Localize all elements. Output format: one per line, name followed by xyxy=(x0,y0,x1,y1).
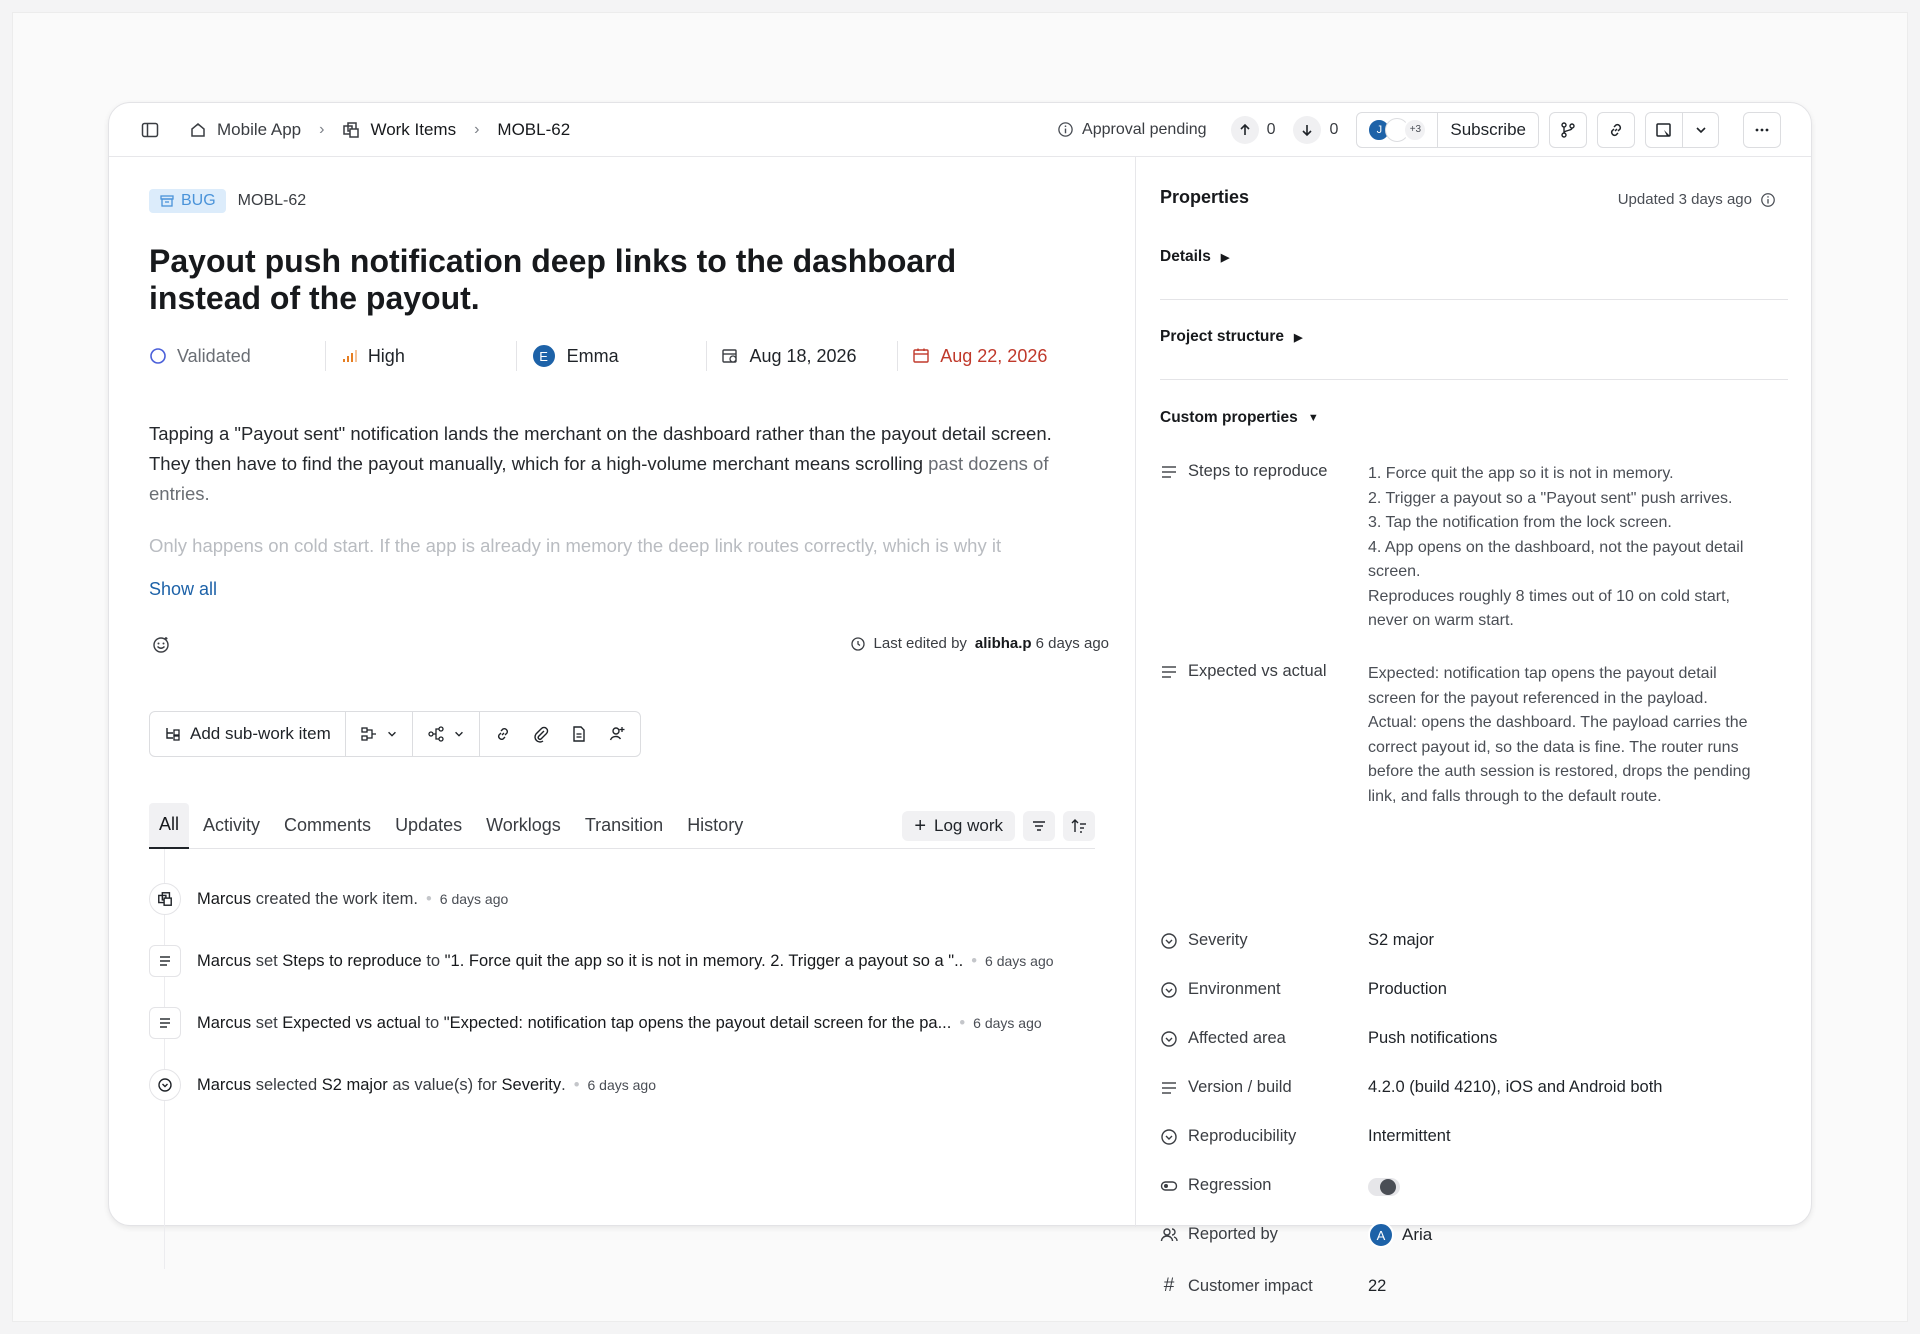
property-label xyxy=(1160,1176,1368,1196)
avatar: J xyxy=(1367,118,1391,142)
add-sub-work-item-label: Add sub-work item xyxy=(190,724,331,743)
filter-button[interactable] xyxy=(1023,811,1055,841)
severity-value[interactable]: S2 major xyxy=(1368,931,1435,949)
value-line: never on warm start. xyxy=(1368,612,1514,629)
calendar-clock-icon xyxy=(721,347,739,365)
last-edited-prefix: Last edited by xyxy=(873,635,967,652)
tab-all[interactable]: All xyxy=(149,803,189,849)
activity-created-icon xyxy=(149,883,181,915)
breadcrumb-item[interactable] xyxy=(497,120,570,140)
emoji-smile-icon xyxy=(151,635,171,655)
property-severity xyxy=(1160,931,1788,950)
value-line: screen for the payout referenced in the payload. xyxy=(1368,689,1708,707)
work-items-icon xyxy=(342,121,360,139)
add-reaction-button[interactable] xyxy=(151,635,171,660)
property-label xyxy=(1160,1078,1368,1097)
priority-dropdown[interactable] xyxy=(326,341,517,371)
toolbar-icon-group xyxy=(480,712,640,756)
value-line: 2. Trigger a payout so a "Payout sent" push arrives. xyxy=(1368,489,1733,507)
chevron-down-icon xyxy=(453,728,465,740)
property-label xyxy=(1160,1225,1368,1248)
peek-view-icon xyxy=(1655,121,1673,139)
sub-item-icon xyxy=(164,725,182,743)
property-label xyxy=(1160,1029,1368,1048)
reported-by-value[interactable] xyxy=(1368,1222,1788,1248)
info-icon xyxy=(1057,121,1074,138)
breadcrumb-section[interactable] xyxy=(342,120,456,140)
details-label: Details xyxy=(1160,248,1211,265)
reproducibility-value[interactable]: Intermittent xyxy=(1368,1127,1451,1145)
property-environment xyxy=(1160,980,1788,999)
priority-label: High xyxy=(367,345,405,366)
divider xyxy=(1160,299,1788,300)
activity-time: 6 days ago xyxy=(973,1015,1042,1031)
value-line: 1. Force quit the app so it is not in memory. xyxy=(1368,465,1674,482)
sort-icon xyxy=(1070,817,1088,835)
separator-dot: • xyxy=(573,1075,580,1094)
steps-value[interactable] xyxy=(1368,462,1788,634)
type-badge[interactable] xyxy=(149,189,226,213)
info-icon[interactable] xyxy=(1760,192,1776,208)
text-lines-icon xyxy=(1160,663,1178,681)
view-options-split xyxy=(1645,112,1719,148)
text-lines-icon xyxy=(157,1015,173,1031)
avatar: A xyxy=(1368,1222,1394,1248)
page-title[interactable]: Payout push notification deep links to the dashboard instead of the payout. xyxy=(149,243,957,316)
user-plus-icon[interactable] xyxy=(608,725,626,743)
plus-icon: + xyxy=(914,814,927,837)
property-label xyxy=(1160,1277,1368,1296)
due-date-label: Aug 22, 2026 xyxy=(940,345,1048,366)
assignee-label: Emma xyxy=(566,345,619,366)
filter-icon xyxy=(1030,817,1048,835)
text-lines-icon xyxy=(1160,463,1178,481)
property-label-text: Customer impact xyxy=(1188,1277,1313,1295)
work-item-id-row xyxy=(149,189,306,213)
details-section-toggle[interactable] xyxy=(1160,248,1229,266)
git-branch-icon xyxy=(1559,121,1577,139)
log-work-label: Log work xyxy=(934,815,1003,835)
history-icon xyxy=(850,636,866,652)
upvote-count: 0 xyxy=(1266,120,1276,138)
arrow-up-icon xyxy=(1238,123,1252,137)
upvote-button[interactable] xyxy=(1231,116,1259,144)
state-circle-icon xyxy=(149,347,167,365)
activity-item xyxy=(149,1069,1109,1101)
page-icon[interactable] xyxy=(570,725,588,743)
breadcrumb-item-label: MOBL-62 xyxy=(497,119,571,139)
customer-impact-value[interactable]: 22 xyxy=(1368,1277,1387,1295)
property-label-text: Reported by xyxy=(1188,1225,1278,1243)
approval-label: Approval pending xyxy=(1082,120,1207,138)
divider xyxy=(1160,379,1788,380)
priority-bars-icon xyxy=(340,347,358,365)
chevron-down-icon xyxy=(1694,123,1708,137)
properties-sidebar xyxy=(1135,157,1813,1296)
activity-user[interactable]: Marcus xyxy=(197,1075,252,1094)
expected-value[interactable] xyxy=(1368,662,1788,809)
view-mode-dropdown[interactable] xyxy=(1682,113,1718,147)
chevron-circle-icon xyxy=(1160,932,1178,950)
due-date-picker[interactable] xyxy=(898,341,1089,371)
property-label xyxy=(1160,980,1368,999)
activity-user[interactable]: Marcus xyxy=(197,1013,252,1032)
separator-dot: • xyxy=(971,951,978,970)
description-paragraph-faded: Only happens on cold start. If the app is already in memory the deep link routes correctly, which is why it xyxy=(149,535,1002,556)
property-customer-impact xyxy=(1160,1277,1788,1296)
activity-text-icon xyxy=(149,945,181,977)
toggle-icon xyxy=(1160,1177,1178,1195)
affected-area-value[interactable]: Push notifications xyxy=(1368,1029,1498,1047)
activity-text: set xyxy=(255,951,278,970)
project-structure-toggle[interactable] xyxy=(1160,328,1303,346)
tab-worklogs[interactable]: Worklogs xyxy=(486,815,561,835)
property-reported-by xyxy=(1160,1225,1788,1248)
chevron-circle-icon xyxy=(157,1077,173,1093)
avatar: E xyxy=(531,343,557,369)
activity-text: as value(s) for xyxy=(392,1075,497,1094)
chevron-circle-icon xyxy=(1160,1030,1178,1048)
sidebar-title: Properties xyxy=(1160,187,1250,207)
value-line: Actual: opens the dashboard. The payload carries the xyxy=(1368,714,1748,731)
value-line: correct payout id, so the data is fine. The router runs xyxy=(1368,738,1739,756)
property-reproducibility xyxy=(1160,1127,1788,1146)
activity-text: set xyxy=(255,1013,278,1032)
users-icon xyxy=(1160,1226,1178,1244)
breadcrumb-project[interactable] xyxy=(189,120,301,140)
link-icon xyxy=(1607,121,1625,139)
work-item-window xyxy=(108,102,1812,1296)
property-label-text: Severity xyxy=(1188,931,1248,949)
calendar-icon xyxy=(912,347,930,365)
description-text: Tapping a "Payout sent" notification lands the merchant on the dashboard rather than the payout detail screen. They then have to find the payout manually, which for a high-volume merchant means scrolling xyxy=(149,423,1052,474)
activity-text: created the work item. xyxy=(255,889,419,908)
activity-select-icon xyxy=(149,1069,181,1101)
work-item-id: MOBL-62 xyxy=(237,192,307,209)
start-date-picker[interactable] xyxy=(707,341,898,371)
regression-value xyxy=(1368,1176,1788,1196)
activity-field: S2 major xyxy=(321,1075,388,1094)
state-dropdown[interactable] xyxy=(149,341,326,371)
chevron-right-icon: › xyxy=(319,120,325,138)
more-button[interactable] xyxy=(1743,112,1781,148)
sort-button[interactable] xyxy=(1063,811,1095,841)
tab-comments[interactable]: Comments xyxy=(284,815,372,835)
activity-text: . xyxy=(561,1075,566,1094)
regression-toggle[interactable] xyxy=(1368,1178,1400,1196)
type-label: BUG xyxy=(181,192,216,209)
activity-value: "1. Force quit the app so it is not in memory. 2. Trigger a payout so a ".. xyxy=(444,951,964,970)
hierarchy-icon xyxy=(427,725,445,743)
property-steps-to-reproduce xyxy=(1160,462,1788,634)
link-icon[interactable] xyxy=(494,725,512,743)
property-label xyxy=(1160,662,1368,809)
property-label-text: Expected vs actual xyxy=(1188,662,1327,680)
work-item-toolbar xyxy=(149,711,641,757)
breadcrumb-section-label: Work Items xyxy=(370,119,457,139)
add-sub-work-item-button[interactable] xyxy=(150,712,346,756)
hash-icon: # xyxy=(1163,1275,1175,1296)
work-items-icon xyxy=(157,891,173,907)
last-edited-info xyxy=(850,635,1109,652)
property-label-text: Reproducibility xyxy=(1188,1127,1297,1145)
subscriber-avatars[interactable] xyxy=(1357,113,1438,147)
subscribe-button[interactable]: Subscribe xyxy=(1450,119,1526,139)
version-value[interactable]: 4.2.0 (build 4210), iOS and Android both xyxy=(1368,1078,1663,1096)
start-date-label: Aug 18, 2026 xyxy=(749,345,857,366)
upvote-group[interactable] xyxy=(1231,116,1276,144)
chevron-down-icon xyxy=(386,728,398,740)
activity-field: Steps to reproduce xyxy=(282,951,422,970)
activity-user[interactable]: Marcus xyxy=(197,889,252,908)
assignee-dropdown[interactable] xyxy=(517,341,708,371)
caret-right-icon: ▶ xyxy=(1220,251,1230,264)
activity-item xyxy=(149,945,1109,977)
top-bar xyxy=(109,103,1811,157)
property-affected-area xyxy=(1160,1029,1788,1048)
workflow-dropdown[interactable] xyxy=(413,712,480,756)
value-line: 3. Tap the notification from the lock screen. xyxy=(1368,514,1672,531)
attachment-icon[interactable] xyxy=(532,725,550,743)
project-structure-label: Project structure xyxy=(1160,328,1285,345)
downvote-group[interactable] xyxy=(1293,116,1338,144)
downvote-count: 0 xyxy=(1329,120,1339,138)
approval-status[interactable] xyxy=(1057,121,1207,139)
breadcrumb-project-label: Mobile App xyxy=(217,119,302,139)
more-horizontal-icon xyxy=(1753,121,1771,139)
value-line: Reproduces roughly 8 times out of 10 on cold start, xyxy=(1368,587,1730,605)
activity-item xyxy=(149,1007,1109,1039)
last-edited-user: alibha.p xyxy=(974,635,1032,652)
sidebar-toggle-button[interactable] xyxy=(141,121,159,139)
sidebar-toggle-icon xyxy=(141,121,159,139)
text-lines-icon xyxy=(157,953,173,969)
activity-value: Severity xyxy=(501,1075,562,1094)
value-line: screen. xyxy=(1368,563,1421,580)
caret-down-icon: ▼ xyxy=(1307,412,1319,424)
property-label xyxy=(1160,462,1368,634)
separator-dot: • xyxy=(959,1013,966,1032)
subscribers-group xyxy=(1356,112,1539,148)
relations-dropdown[interactable] xyxy=(346,712,413,756)
show-all-link[interactable]: Show all xyxy=(149,579,218,599)
custom-properties-toggle[interactable] xyxy=(1160,409,1319,427)
activity-time: 6 days ago xyxy=(985,953,1054,969)
property-label-text: Affected area xyxy=(1188,1029,1286,1047)
activity-text: selected xyxy=(255,1075,318,1094)
value-line: before the auth session is restored, drops the pending xyxy=(1368,763,1751,780)
chevron-circle-icon xyxy=(1160,981,1178,999)
arrow-down-icon xyxy=(1300,123,1314,137)
home-icon xyxy=(189,121,207,139)
caret-right-icon: ▶ xyxy=(1294,331,1303,344)
description-text-faded: past dozens of entries. xyxy=(149,453,1049,504)
tab-activity[interactable]: Activity xyxy=(203,815,261,835)
activity-tabs xyxy=(149,803,1095,849)
separator-dot: • xyxy=(426,889,432,908)
value-line: Expected: notification tap opens the payout detail xyxy=(1368,665,1717,682)
avatar-count: +3 xyxy=(1403,118,1427,142)
activity-value: "Expected: notification tap opens the payout detail screen for the pa... xyxy=(443,1013,952,1032)
value-line: 4. App opens on the dashboard, not the payout detail xyxy=(1368,538,1744,556)
reported-by-name: Aria xyxy=(1402,1225,1433,1244)
property-regression xyxy=(1160,1176,1788,1196)
last-edited-time: 6 days ago xyxy=(1035,635,1109,652)
chevron-right-icon: › xyxy=(474,120,480,138)
updated-label: Updated 3 days ago xyxy=(1617,191,1752,208)
activity-text: to xyxy=(425,1013,440,1032)
tab-history[interactable]: History xyxy=(687,815,744,835)
log-work-button[interactable] xyxy=(902,811,1015,841)
branch-button[interactable] xyxy=(1549,112,1587,148)
custom-properties-label: Custom properties xyxy=(1160,409,1298,426)
activity-time: 6 days ago xyxy=(439,891,509,907)
view-mode-button[interactable] xyxy=(1646,113,1682,147)
property-label xyxy=(1160,1127,1368,1146)
updated-info xyxy=(1618,191,1776,208)
text-lines-icon xyxy=(1160,1079,1178,1097)
quick-properties xyxy=(149,341,1089,371)
downvote-button[interactable] xyxy=(1293,116,1321,144)
activity-user[interactable]: Marcus xyxy=(197,951,252,970)
property-expected-vs-actual xyxy=(1160,662,1788,809)
activity-time: 6 days ago xyxy=(587,1077,656,1093)
copy-link-button[interactable] xyxy=(1597,112,1635,148)
property-label-text: Steps to reproduce xyxy=(1188,462,1328,480)
property-label xyxy=(1160,931,1368,950)
value-line: link, and falls through to the default route. xyxy=(1368,787,1662,805)
property-label-text: Environment xyxy=(1188,980,1281,998)
relations-icon xyxy=(360,725,378,743)
property-version-build xyxy=(1160,1078,1788,1097)
property-label-text: Regression xyxy=(1188,1176,1272,1194)
activity-item xyxy=(149,883,1109,915)
tab-transition[interactable]: Transition xyxy=(584,815,664,835)
activity-field: Expected vs actual xyxy=(282,1013,421,1032)
activity-text: to xyxy=(426,951,441,970)
environment-value[interactable]: Production xyxy=(1368,980,1447,998)
activity-text-icon xyxy=(149,1007,181,1039)
archive-icon xyxy=(159,193,175,209)
description-paragraph[interactable] xyxy=(149,419,1069,509)
chevron-circle-icon xyxy=(1160,1128,1178,1146)
tab-updates[interactable]: Updates xyxy=(395,815,463,835)
state-label: Validated xyxy=(177,345,251,366)
property-label-text: Version / build xyxy=(1188,1078,1292,1096)
